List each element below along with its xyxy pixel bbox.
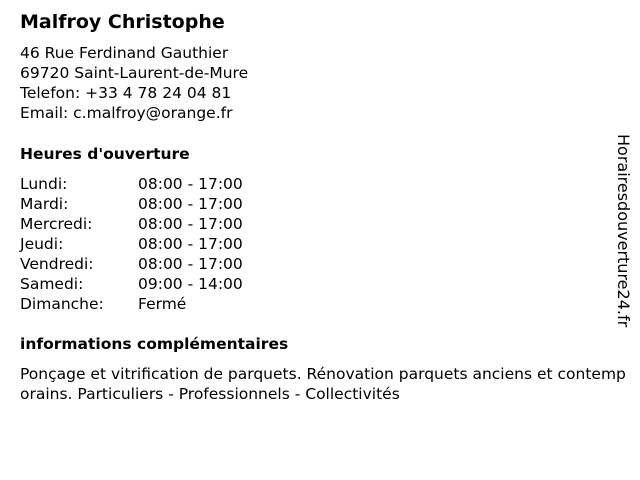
address-street: 46 Rue Ferdinand Gauthier [20,44,229,62]
address-city: 69720 Saint-Laurent-de-Mure [20,64,249,82]
day-hours: Fermé [138,295,187,313]
additional-info-text: Ponçage et vitrification de parquets. Rénovation parquets anciens et contemporains. Particuliers - Professionnels - Collectivités [20,365,626,403]
day-label: Mercredi: [20,215,93,233]
opening-hours-heading: Heures d'ouverture [20,145,190,163]
contact-info [20,43,248,123]
email-address: Email: c.malfroy@orange.fr [20,104,233,122]
additional-info-heading: informations complémentaires [20,335,289,353]
day-label: Jeudi: [20,235,64,253]
day-hours: 08:00 - 17:00 [138,195,243,213]
day-hours: 08:00 - 17:00 [138,215,243,233]
day-hours: 08:00 - 17:00 [138,255,243,273]
day-hours: 09:00 - 14:00 [138,275,243,293]
day-label: Mardi: [20,195,69,213]
day-label: Vendredi: [20,255,94,273]
day-hours: 08:00 - 17:00 [138,235,243,253]
business-name: Malfroy Christophe [20,11,225,33]
phone-number: Telefon: +33 4 78 24 04 81 [20,84,232,102]
site-watermark: Horairesdouverture24.fr [614,134,633,328]
day-label: Dimanche: [20,295,104,313]
day-label: Lundi: [20,175,68,193]
day-hours: 08:00 - 17:00 [138,175,243,193]
day-label: Samedi: [20,275,84,293]
